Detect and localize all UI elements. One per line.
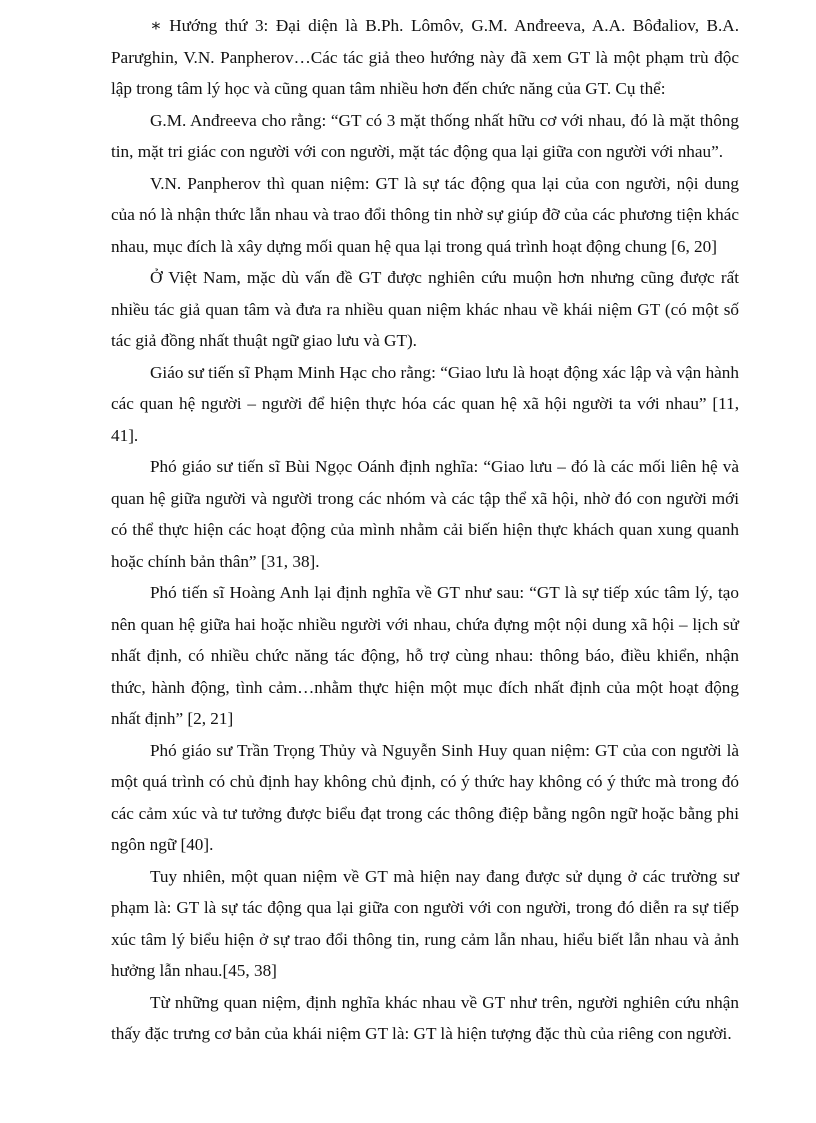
paragraph-bui-ngoc-oanh: Phó giáo sư tiến sĩ Bùi Ngọc Oánh định nghĩa: “Giao lưu – đó là các mối liên hệ và quan hệ giữa người và người trong các nhóm và các tập thể xã hội, nhờ đó con người mới có thể thực hiện các hoạt động của mình nhằm cải biến hiện thực khách quan xung quanh hoặc chính bản thân” [31, 38]. bbox=[111, 457, 739, 571]
paragraph-pedagogical-view: Tuy nhiên, một quan niệm về GT mà hiện nay đang được sử dụng ở các trường sư phạm là: GT là sự tác động qua lại giữa con người với con người, trong đó diễn ra sự tiếp xúc tâm lý biểu hiện ở sự trao đổi thông tin, rung cảm lẫn nhau, hiểu biết lẫn nhau và ảnh hưởng lẫn nhau.[45, 38] bbox=[111, 866, 739, 980]
document-page bbox=[111, 10, 739, 1050]
paragraph-vietnam: Ở Việt Nam, mặc dù vấn đề GT được nghiên cứu muộn hơn nhưng cũng được rất nhiều tác giả quan tâm và đưa ra nhiều quan niệm khác nhau về khái niệm GT (có một số tác giả đồng nhất thuật ngữ giao lưu và GT). bbox=[111, 268, 739, 350]
paragraph-conclusion: Từ những quan niệm, định nghĩa khác nhau về GT như trên, người nghiên cứu nhận thấy đặc trưng cơ bản của khái niệm GT là: GT là hiện tượng đặc thù của riêng con người. bbox=[111, 992, 739, 1043]
paragraph-tran-trong-thuy: Phó giáo sư Trần Trọng Thủy và Nguyễn Sinh Huy quan niệm: GT của con người là một quá trình có chủ định hay không chủ định, có ý thức hay không có ý thức mà trong đó các cảm xúc và tư tưởng được biểu đạt trong các thông điệp bằng ngôn ngữ hoặc bằng phi ngôn ngữ [40]. bbox=[111, 740, 739, 854]
paragraph-hoang-anh: Phó tiến sĩ Hoàng Anh lại định nghĩa về GT như sau: “GT là sự tiếp xúc tâm lý, tạo nên quan hệ giữa hai hoặc nhiều người với nhau, chứa đựng một nội dung xã hội – lịch sử nhất định, có nhiều chức năng tác động, hỗ trợ cùng nhau: thông báo, điều khiển, nhận thức, hành động, tình cảm…nhằm thực hiện một mục đích nhất định của một hoạt động nhất định” [2, 21] bbox=[111, 583, 739, 728]
paragraph-pham-minh-hac: Giáo sư tiến sĩ Phạm Minh Hạc cho rằng: “Giao lưu là hoạt động xác lập và vận hành các quan hệ người – người để hiện thực hóa các quan hệ xã hội người ta với nhau” [11, 41]. bbox=[111, 362, 739, 445]
paragraph-panpherov: V.N. Panpherov thì quan niệm: GT là sự tác động qua lại của con người, nội dung của nó là nhận thức lẫn nhau và trao đổi thông tin nhờ sự giúp đỡ của các phương tiện khác nhau, mục đích là xây dựng mối quan hệ qua lại trong quá trình hoạt động chung [6, 20] bbox=[111, 173, 739, 256]
paragraph-andreeva: G.M. Anđreeva cho rằng: “GT có 3 mặt thống nhất hữu cơ với nhau, đó là mặt thông tin, mặt tri giác con người với con người, mặt tác động qua lại giữa con người với nhau”. bbox=[111, 110, 739, 161]
paragraph-approach-3: ∗ Hướng thứ 3: Đại diện là B.Ph. Lômôv, G.M. Anđreeva, A.A. Bôđaliov, B.A. Parưghin, V.N. Panpherov…Các tác giả theo hướng này đã xem GT là một phạm trù độc lập trong tâm lý học và cũng quan tâm nhiều hơn đến chức năng của GT. Cụ thể: bbox=[111, 16, 739, 98]
